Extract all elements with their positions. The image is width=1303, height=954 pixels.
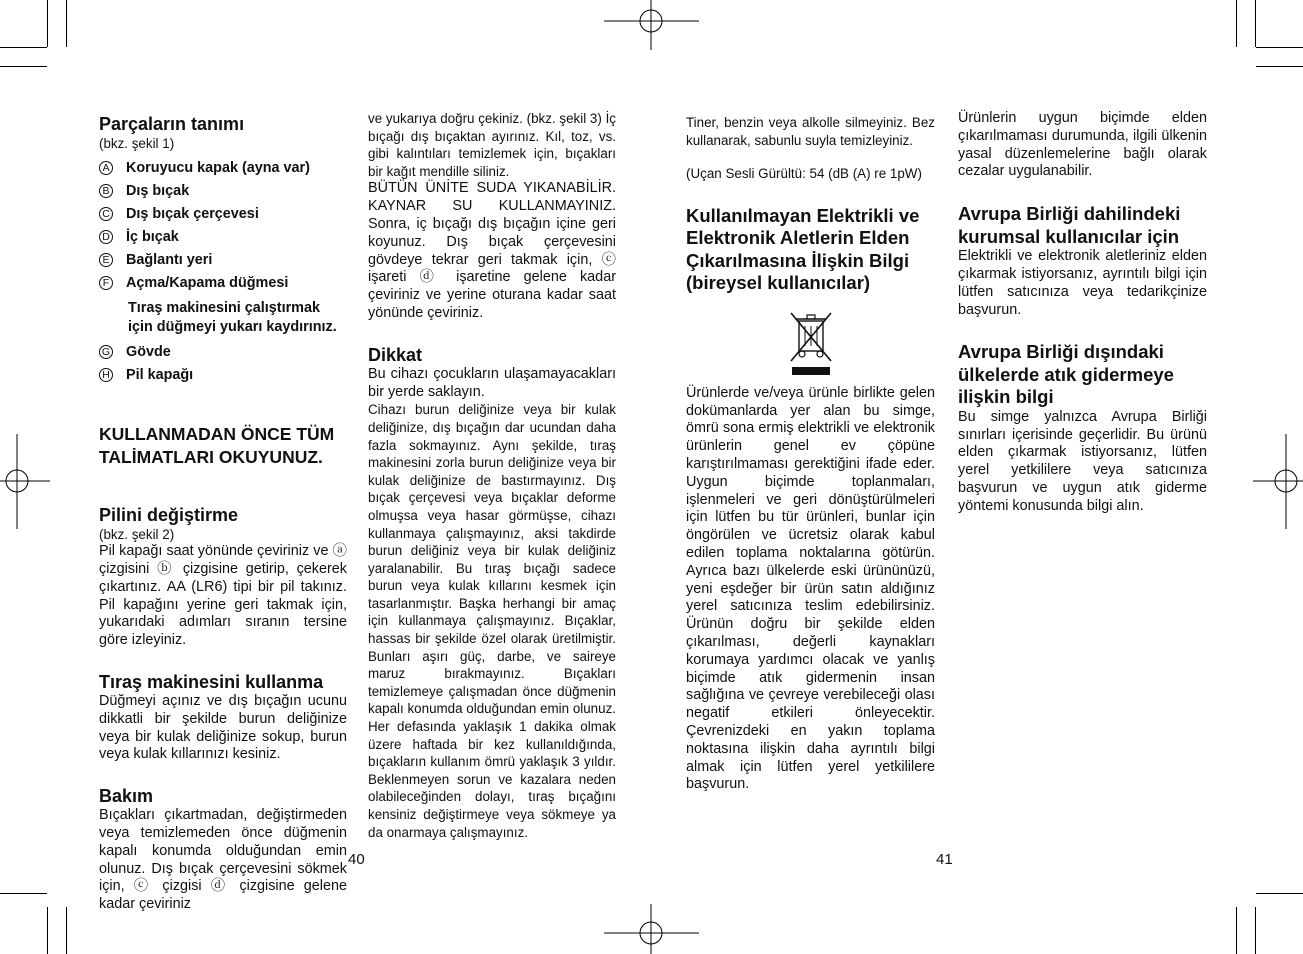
part-item	[99, 157, 347, 180]
letter-badge: B	[99, 184, 113, 198]
part-item	[99, 272, 347, 295]
noise-text: (Uçan Sesli Gürültü: 54 (dB (A) re 1pW)	[686, 166, 922, 182]
part-item	[99, 203, 347, 226]
parts-title: Parçaların tanımı	[99, 114, 245, 134]
disposal-text: Ürünlerde ve/veya ürünle birlikte gelen dokümanlarda yer alan bu simge, ömrü sona ermiş elektrikli ve elektronik ürünlerin genel ev çöpüne karıştırılmaması gerektiğini ifade eder. Uygun biçimde toplanmaları, işlenmeleri ve geri dönüştürülmeleri için lütfen bu tür ürünleri, bunlar için öngörülen ve ücretsiz olarak kabul edilen toplama noktalarına götürün. Ayrıca bazı ülkelerde eski ürününüzü, yeni eşdeğer bir ürün satın aldığınız yerel satıcınıza teslim edebilirsiniz. Ürünün doğru bir şekilde elden çıkarılması, değerli kaynakları korumaya yardımcı olacak ve yanlış biçimde atık gidermenin insan sağlığına ve çevreye verebileceği olası negatif etkileri önleyecektir. Çevrenizdeki en yakın toplama noktasına ilişkin daha ayrıntılı bilgi almak için lütfen yerel yetkililere başvurun.	[686, 384, 935, 793]
registration-mark-top	[604, 0, 699, 50]
letter-badge: H	[99, 368, 113, 382]
part-label: İç bıçak	[126, 228, 179, 245]
letter-badge: D	[99, 230, 113, 244]
part-label: Dış bıçak çerçevesi	[126, 205, 259, 222]
column-1	[99, 110, 347, 914]
parts-list	[99, 157, 347, 387]
use-text: Düğmeyi açınız ve dış bıçağın ucunu dikkatli bir şekilde burun deliğinize veya bir kulak deliğinize sokup, burun veya kulak kıllarınızı kesiniz.	[99, 692, 347, 763]
disposal-title: Kullanılmayan Elektrikli ve Elektronik Aletlerin Elden Çıkarılmasına İlişkin Bilgi (bireysel kullanıcılar)	[686, 204, 920, 294]
page-number-right: 41	[936, 851, 953, 868]
eu-business-title: Avrupa Birliği dahilindeki kurumsal kullanıcılar için	[958, 203, 1181, 247]
crossed-out-wheelie-bin-icon	[788, 311, 834, 379]
non-eu-title: Avrupa Birliği dışındaki ülkelerde atık gidermeye ilişkin bilgi	[958, 341, 1174, 408]
thinner-text: Tiner, benzin veya alkolle silmeyiniz. Bez kullanarak, sabunlu suyla temizleyiniz.	[686, 115, 935, 148]
battery-title: Pilini değiştirme	[99, 504, 239, 525]
letter-badge: C	[99, 207, 113, 221]
caution-text: Cihazı burun deliğinize veya bir kulak deliğinize, dış bıçağın dar ucundan daha fazla sokmayınız. Aynı şekilde, tıraş makinesini zorla burun deliğinize veya bir kulak deliğinize de bastırmayınız. Dış bıçak çerçevesi veya bıçaklar deforme olmuşsa veya hasar görmüşse, cihazı kullanmaya çalışmayınız, aksi takdirde burun deliğiniz veya bir kulak deliğiniz yaralanabilir. Bu tıraş bıçağı sadece burun veya kulak kıllarını kesmek için tasarlanmıştır. Başka herhangi bir amaç için kullanmaya çalışmayınız. Bıçaklar, hassas bir şekilde özel olarak üretilmiştir. Bunları aşırı güç, darbe, ve saireye maruz bırakmayınız. Bıçakları temizlemeye çalışmadan önce düğmenin kapalı konumda olduğundan emin olunuz. Her defasında yaklaşık 1 dakika olmak üzere haftada bir kez kullanıldığında, bıçakların kullanım ömrü yaklaşık 3 yıldır. Beklenmeyen sorun ve kazalara neden olabileceğinden dolayı, tıraş bıçağını kensiniz değiştirmeye veya sökmeye ya da onarmaya çalışmayınız.	[368, 402, 616, 840]
part-item	[99, 249, 347, 272]
caution-lead: Bu cihazı çocukların ulaşamayacakları bir yerde saklayın.	[368, 365, 616, 400]
letter-badge: E	[99, 253, 113, 267]
letter-badge: A	[99, 161, 113, 175]
part-label: Gövde	[126, 343, 171, 360]
registration-mark-bottom	[604, 904, 699, 954]
page-number-left: 40	[348, 851, 365, 868]
column-4	[958, 110, 1207, 516]
care-title: Bakım	[99, 786, 154, 807]
registration-mark-left	[0, 434, 50, 529]
part-label: Bağlantı yeri	[126, 251, 213, 268]
part-label: Koruyucu kapak (ayna var)	[126, 159, 310, 176]
care-text: Bıçakları çıkartmadan, değiştirmeden veya temizlemeden önce düğmenin kapalı konumda olduğundan emin olunuz. Dış bıçak çerçevesini sökmek için, ⓒ çizgisi ⓓ çizgisine gelene kadar çeviriniz	[99, 807, 347, 913]
column-3	[686, 110, 935, 794]
use-title: Tıraş makinesini kullanma	[99, 671, 324, 692]
read-instructions-heading: KULLANMADAN ÖNCE TÜM TALİMATLARI OKUYUNUZ.	[99, 423, 335, 467]
part-item	[99, 364, 347, 387]
part-label: Pil kapağı	[126, 366, 194, 383]
caution-title: Dikkat	[368, 344, 423, 365]
registration-mark-right	[1253, 434, 1303, 529]
penalty-text: Ürünlerin uygun biçimde elden çıkarılmaması durumunda, ilgili ülkenin yasal düzenlemelerine bağlı olarak cezalar uygulanabilir.	[958, 110, 1207, 180]
part-item	[99, 226, 347, 249]
part-label: Açma/Kapama düğmesi	[126, 274, 289, 291]
care-cont-small: ve yukarıya doğru çekiniz. (bkz. şekil 3) İç bıçağı dış bıçaktan ayırınız. Kıl, toz, vs. gibi kalıntıları temizlemek için, bıçakları bir kağıt mendille siliniz.	[368, 111, 616, 179]
battery-ref: (bkz. şekil 2)	[99, 526, 175, 542]
parts-note: Tıraş makinesini çalıştırmak için düğmeyi yukarı kaydırınız.	[128, 299, 337, 335]
eu-business-text: Elektrikli ve elektronik aletleriniz elden çıkarmak istiyorsanız, ayrıntılı bilgi için lütfen satıcınıza veya tedarikçinize başvurun.	[958, 248, 1207, 318]
part-label: Dış bıçak	[126, 182, 190, 199]
letter-badge: F	[99, 276, 113, 290]
battery-text: Pil kapağı saat yönünde çeviriniz ve ⓐ çizgisini ⓑ çizgisine getirip, çekerek çıkartınız. AA (LR6) tipi bir pil takınız. Pil kapağını yerine geri takmak için, yukarıdaki adımları sıranın tersine göre izleyiniz.	[99, 543, 347, 649]
column-2	[368, 110, 616, 841]
parts-ref: (bkz. şekil 1)	[99, 136, 175, 151]
care-cont-text: BÜTÜN ÜNİTE SUDA YIKANABİLİR. KAYNAR SU KULLANMAYINIZ. Sonra, iç bıçağı dış bıçağın içine geri koyunuz. Dış bıçak çerçevesini gövdeye tekrar geri takmak için, ⓒ işareti ⓓ işaretine gelene kadar çeviriniz ve yerine oturana kadar saat yönünde çeviriniz.	[368, 180, 616, 321]
part-item	[99, 341, 347, 364]
letter-badge: G	[99, 345, 113, 359]
non-eu-text: Bu simge yalnızca Avrupa Birliği sınırları içerisinde geçerlidir. Bu ürünü elden çıkarmak istiyorsanız, lütfen yerel yetkililere veya satıcınıza başvurun ve uygun atık giderme yöntemi konusunda bilgi alın.	[958, 408, 1207, 514]
part-item	[99, 180, 347, 203]
